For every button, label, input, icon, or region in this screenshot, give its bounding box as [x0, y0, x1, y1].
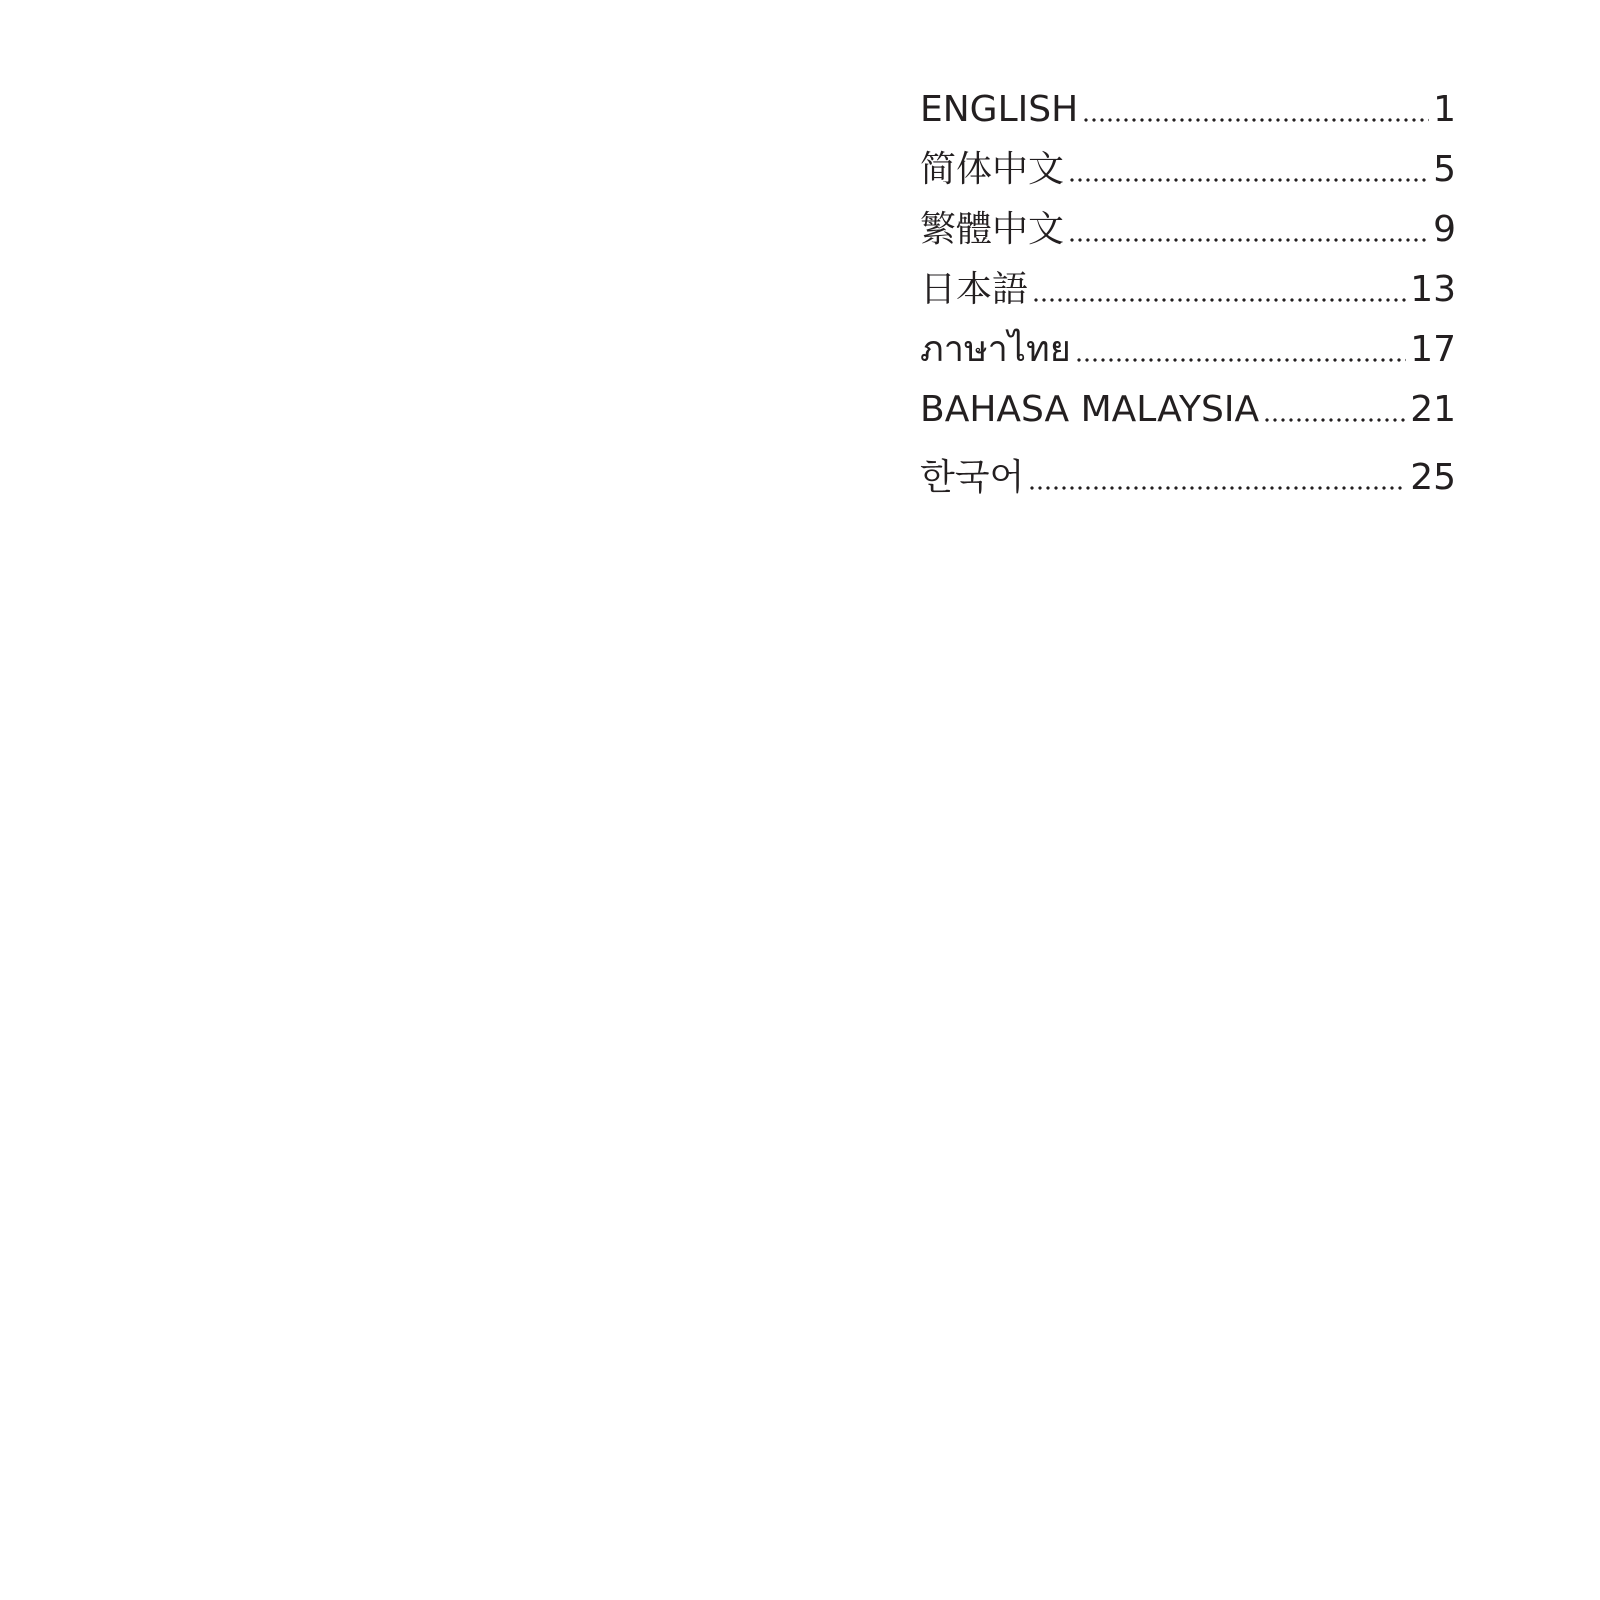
toc-entry-malay[interactable]	[920, 368, 1456, 428]
toc-entry-label: BAHASA MALAYSIA	[920, 389, 1260, 430]
toc-entry-page-number: 17	[1410, 329, 1456, 370]
toc-entry-english[interactable]	[920, 68, 1456, 128]
toc-entry-label: 简体中文	[920, 149, 1065, 190]
toc-entry-thai[interactable]	[920, 308, 1456, 368]
toc-entry-label: ภาษาไทย	[920, 329, 1071, 370]
toc-entry-page-number: 21	[1410, 389, 1456, 430]
toc-entry-page-number: 5	[1433, 149, 1456, 190]
toc-entry-page-number: 25	[1410, 457, 1456, 498]
toc-entry-label: 한국어	[920, 457, 1025, 498]
table-of-contents	[920, 68, 1456, 496]
dot-leader	[1075, 358, 1406, 362]
toc-entry-japanese[interactable]	[920, 248, 1456, 308]
dot-leader	[1068, 178, 1429, 182]
toc-entry-label: 日本語	[920, 269, 1029, 310]
dot-leader	[1082, 118, 1429, 122]
toc-entry-label: ENGLISH	[920, 89, 1079, 130]
toc-entry-simplified-chinese[interactable]	[920, 128, 1456, 188]
toc-entry-label: 繁體中文	[920, 209, 1065, 250]
toc-entry-page-number: 9	[1433, 209, 1456, 250]
toc-entry-korean[interactable]	[920, 428, 1456, 496]
toc-entry-traditional-chinese[interactable]	[920, 188, 1456, 248]
dot-leader	[1028, 486, 1406, 490]
toc-entry-page-number: 13	[1410, 269, 1456, 310]
dot-leader	[1032, 298, 1406, 302]
dot-leader	[1068, 238, 1429, 242]
dot-leader	[1263, 418, 1406, 422]
toc-entry-page-number: 1	[1433, 89, 1456, 130]
